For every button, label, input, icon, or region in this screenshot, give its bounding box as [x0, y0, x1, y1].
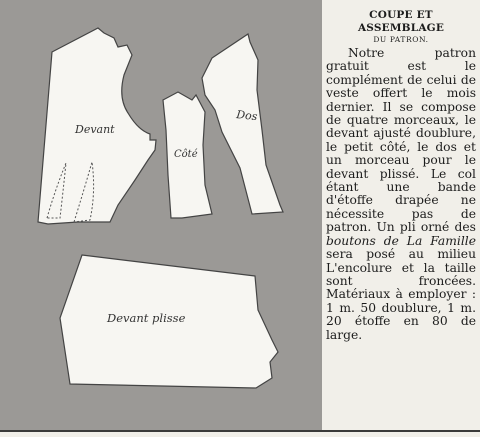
- devant-label: Devant: [75, 123, 115, 136]
- cote-label: Côté: [174, 149, 198, 160]
- article-body: [326, 47, 476, 342]
- article-text-part-2: sera posé au milieu L'encolure et la taille sont froncées. Matériaux à employer : 1 m. 50 doublure, 1 m. 20 étoffe en 80 de large.: [326, 247, 476, 342]
- devant-plisse-label: Devant plisse: [107, 311, 186, 325]
- article-heading: COUPE ET ASSEMBLAGE: [357, 9, 445, 34]
- article-subheading: DU PATRON.: [373, 35, 429, 44]
- dos-piece: [202, 34, 283, 214]
- article-text-part-1: Notre patron gratuit est le complément de celui de veste offert le mois dernier. Il se compose de quatre morceaux, le devant ajusté doublure, le petit côté, le dos et un morceau pour le devant plissé. Le col étant une bande d'étoffe drapée ne nécessite pas de patron. Un pli orné des: [326, 46, 476, 235]
- dos-label: Dos: [235, 108, 259, 124]
- bottom-rule: [0, 430, 480, 432]
- article-column: [326, 9, 476, 342]
- article-italic-phrase: boutons de La Famille: [326, 233, 476, 248]
